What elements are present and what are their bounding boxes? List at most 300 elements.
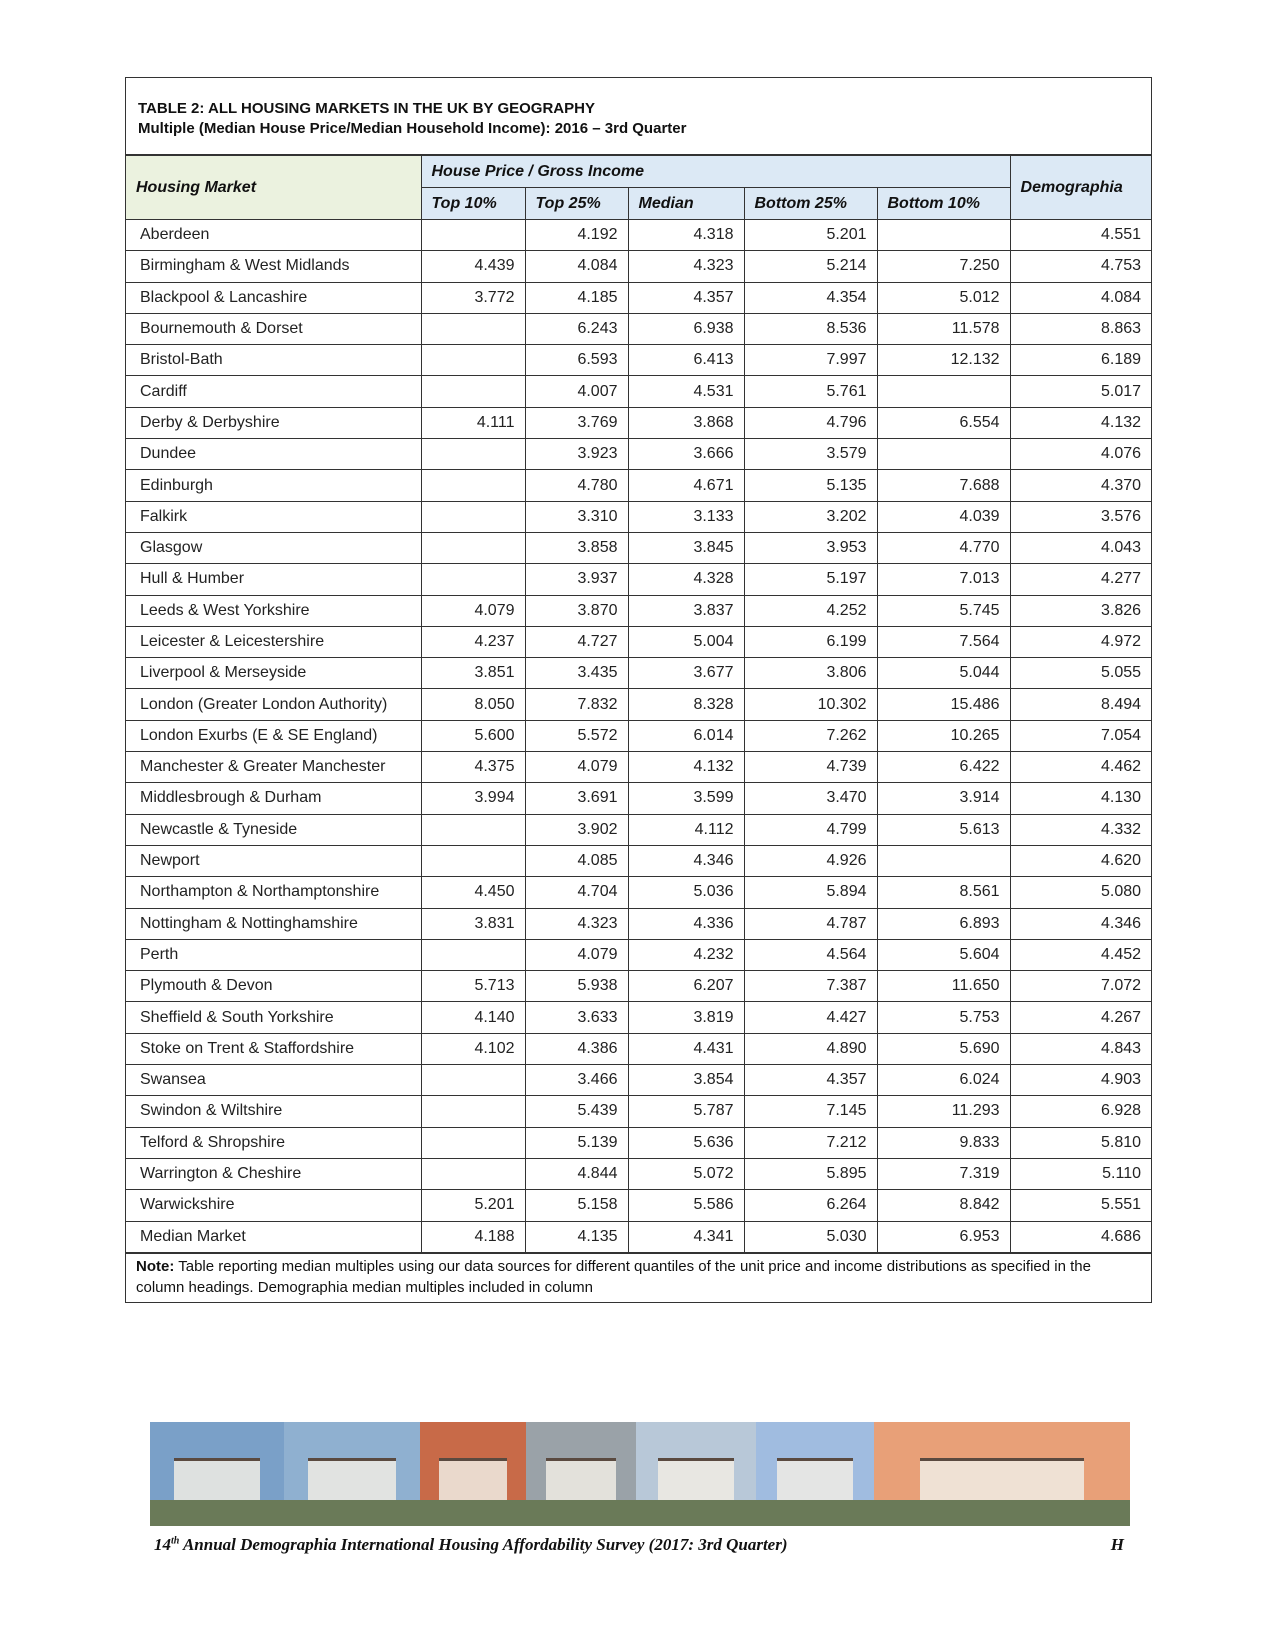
footer-title: Annual Demographia International Housing Affordability Survey (2017: 3rd Quarter) xyxy=(179,1535,788,1554)
value-cell-bottom25: 7.387 xyxy=(744,971,877,1002)
value-cell-top25: 3.858 xyxy=(525,532,628,563)
house-photo xyxy=(756,1422,874,1526)
value-cell-median: 3.677 xyxy=(628,658,744,689)
market-name-cell: Birmingham & West Midlands xyxy=(126,251,421,282)
value-cell-bottom25: 3.202 xyxy=(744,501,877,532)
value-cell-top10: 3.994 xyxy=(421,783,525,814)
value-cell-bottom10: 5.690 xyxy=(877,1033,1010,1064)
market-name-cell: Perth xyxy=(126,939,421,970)
value-cell-bottom25: 5.214 xyxy=(744,251,877,282)
table-row xyxy=(126,345,1151,376)
value-cell-demo: 4.620 xyxy=(1010,845,1151,876)
value-cell-bottom25: 3.953 xyxy=(744,532,877,563)
value-cell-top10 xyxy=(421,1096,525,1127)
value-cell-top10: 4.079 xyxy=(421,595,525,626)
value-cell-demo: 4.753 xyxy=(1010,251,1151,282)
market-name-cell: Northampton & Northamptonshire xyxy=(126,877,421,908)
value-cell-median: 4.531 xyxy=(628,376,744,407)
note-label: Note: xyxy=(136,1257,175,1275)
value-cell-median: 6.938 xyxy=(628,313,744,344)
value-cell-median: 4.357 xyxy=(628,282,744,313)
value-cell-top10 xyxy=(421,814,525,845)
market-name-cell: Swansea xyxy=(126,1065,421,1096)
market-name-cell: Middlesbrough & Durham xyxy=(126,783,421,814)
market-name-cell: Nottingham & Nottinghamshire xyxy=(126,908,421,939)
value-cell-demo: 4.551 xyxy=(1010,220,1151,251)
table-body xyxy=(126,220,1151,1253)
value-cell-bottom25: 5.030 xyxy=(744,1221,877,1252)
value-cell-median: 3.845 xyxy=(628,532,744,563)
value-cell-median: 4.318 xyxy=(628,220,744,251)
value-cell-bottom25: 3.806 xyxy=(744,658,877,689)
table-row xyxy=(126,1096,1151,1127)
market-name-cell: Newcastle & Tyneside xyxy=(126,814,421,845)
table-row xyxy=(126,439,1151,470)
value-cell-demo: 5.080 xyxy=(1010,877,1151,908)
value-cell-top25: 4.085 xyxy=(525,845,628,876)
header-top10: Top 10% xyxy=(421,188,525,220)
value-cell-demo: 3.576 xyxy=(1010,501,1151,532)
value-cell-top10 xyxy=(421,532,525,563)
value-cell-demo: 7.072 xyxy=(1010,971,1151,1002)
value-cell-bottom10: 12.132 xyxy=(877,345,1010,376)
value-cell-median: 4.336 xyxy=(628,908,744,939)
value-cell-top25: 5.938 xyxy=(525,971,628,1002)
value-cell-bottom25: 7.145 xyxy=(744,1096,877,1127)
value-cell-demo: 8.863 xyxy=(1010,313,1151,344)
value-cell-median: 5.072 xyxy=(628,1158,744,1189)
value-cell-bottom10: 7.688 xyxy=(877,470,1010,501)
value-cell-demo: 4.132 xyxy=(1010,407,1151,438)
market-name-cell: Bournemouth & Dorset xyxy=(126,313,421,344)
value-cell-median: 5.586 xyxy=(628,1190,744,1221)
value-cell-top10 xyxy=(421,220,525,251)
table-row xyxy=(126,783,1151,814)
house-photo xyxy=(636,1422,756,1526)
house-photo-ground xyxy=(284,1500,420,1526)
table-row xyxy=(126,971,1151,1002)
value-cell-top10: 3.772 xyxy=(421,282,525,313)
page-number: H xyxy=(1110,1535,1124,1554)
value-cell-bottom10: 5.745 xyxy=(877,595,1010,626)
value-cell-top10 xyxy=(421,345,525,376)
value-cell-median: 4.671 xyxy=(628,470,744,501)
value-cell-bottom25: 4.787 xyxy=(744,908,877,939)
value-cell-median: 3.599 xyxy=(628,783,744,814)
value-cell-median: 4.232 xyxy=(628,939,744,970)
value-cell-bottom25: 5.201 xyxy=(744,220,877,251)
value-cell-demo: 4.903 xyxy=(1010,1065,1151,1096)
value-cell-bottom10: 4.770 xyxy=(877,532,1010,563)
market-name-cell: Warrington & Cheshire xyxy=(126,1158,421,1189)
value-cell-top25: 4.079 xyxy=(525,752,628,783)
value-cell-bottom10: 5.604 xyxy=(877,939,1010,970)
header-bottom10: Bottom 10% xyxy=(877,188,1010,220)
value-cell-demo: 4.130 xyxy=(1010,783,1151,814)
market-name-cell: Dundee xyxy=(126,439,421,470)
table-row xyxy=(126,1221,1151,1252)
table-row xyxy=(126,1158,1151,1189)
house-photo-ground xyxy=(756,1500,874,1526)
table-row xyxy=(126,1190,1151,1221)
value-cell-top10 xyxy=(421,939,525,970)
market-name-cell: Glasgow xyxy=(126,532,421,563)
value-cell-demo: 4.076 xyxy=(1010,439,1151,470)
table-row xyxy=(126,376,1151,407)
value-cell-top25: 4.844 xyxy=(525,1158,628,1189)
house-photo xyxy=(526,1422,636,1526)
value-cell-demo: 5.055 xyxy=(1010,658,1151,689)
value-cell-bottom10: 5.012 xyxy=(877,282,1010,313)
value-cell-bottom25: 5.894 xyxy=(744,877,877,908)
value-cell-median: 3.133 xyxy=(628,501,744,532)
value-cell-bottom25: 4.564 xyxy=(744,939,877,970)
table-row xyxy=(126,877,1151,908)
value-cell-demo: 4.370 xyxy=(1010,470,1151,501)
value-cell-demo: 5.551 xyxy=(1010,1190,1151,1221)
value-cell-top10: 4.237 xyxy=(421,626,525,657)
page-footer xyxy=(154,1535,1124,1555)
value-cell-bottom10: 5.613 xyxy=(877,814,1010,845)
value-cell-top10 xyxy=(421,1158,525,1189)
market-name-cell: Newport xyxy=(126,845,421,876)
value-cell-bottom25: 4.926 xyxy=(744,845,877,876)
value-cell-bottom25: 4.796 xyxy=(744,407,877,438)
value-cell-median: 3.837 xyxy=(628,595,744,626)
value-cell-median: 5.004 xyxy=(628,626,744,657)
value-cell-top10: 5.600 xyxy=(421,720,525,751)
market-name-cell: Derby & Derbyshire xyxy=(126,407,421,438)
value-cell-bottom25: 7.997 xyxy=(744,345,877,376)
value-cell-bottom25: 5.761 xyxy=(744,376,877,407)
value-cell-top25: 5.439 xyxy=(525,1096,628,1127)
house-photo-ground xyxy=(150,1500,284,1526)
value-cell-top10: 3.851 xyxy=(421,658,525,689)
value-cell-top25: 3.633 xyxy=(525,1002,628,1033)
house-shape xyxy=(439,1458,507,1505)
value-cell-top10: 8.050 xyxy=(421,689,525,720)
value-cell-top10 xyxy=(421,376,525,407)
value-cell-bottom25: 4.357 xyxy=(744,1065,877,1096)
value-cell-median: 6.413 xyxy=(628,345,744,376)
value-cell-top25: 4.780 xyxy=(525,470,628,501)
value-cell-top10 xyxy=(421,501,525,532)
market-name-cell: London Exurbs (E & SE England) xyxy=(126,720,421,751)
table-row xyxy=(126,1127,1151,1158)
value-cell-top25: 4.079 xyxy=(525,939,628,970)
value-cell-demo: 4.267 xyxy=(1010,1002,1151,1033)
value-cell-top25: 4.007 xyxy=(525,376,628,407)
value-cell-top25: 3.923 xyxy=(525,439,628,470)
value-cell-bottom25: 7.262 xyxy=(744,720,877,751)
value-cell-bottom25: 8.536 xyxy=(744,313,877,344)
footer-edition-suffix: th xyxy=(171,1535,180,1547)
value-cell-bottom10: 5.753 xyxy=(877,1002,1010,1033)
value-cell-bottom25: 10.302 xyxy=(744,689,877,720)
table-row xyxy=(126,251,1151,282)
market-name-cell: Edinburgh xyxy=(126,470,421,501)
table-row xyxy=(126,564,1151,595)
house-photo-ground xyxy=(420,1500,526,1526)
market-name-cell: Swindon & Wiltshire xyxy=(126,1096,421,1127)
table-row xyxy=(126,939,1151,970)
value-cell-top25: 3.937 xyxy=(525,564,628,595)
value-cell-bottom10: 7.319 xyxy=(877,1158,1010,1189)
footer-edition: 14 xyxy=(154,1535,171,1554)
value-cell-top10 xyxy=(421,1065,525,1096)
value-cell-top25: 4.185 xyxy=(525,282,628,313)
table-row xyxy=(126,658,1151,689)
value-cell-demo: 5.810 xyxy=(1010,1127,1151,1158)
house-photo xyxy=(874,1422,1130,1526)
value-cell-demo: 4.332 xyxy=(1010,814,1151,845)
value-cell-top25: 3.769 xyxy=(525,407,628,438)
value-cell-demo: 6.928 xyxy=(1010,1096,1151,1127)
table-subtitle: Multiple (Median House Price/Median Household Income): 2016 – 3rd Quarter xyxy=(138,120,687,137)
value-cell-top25: 4.084 xyxy=(525,251,628,282)
table-title: TABLE 2: ALL HOUSING MARKETS IN THE UK BY GEOGRAPHY xyxy=(138,100,595,117)
market-name-cell: Leicester & Leicestershire xyxy=(126,626,421,657)
value-cell-top10 xyxy=(421,470,525,501)
value-cell-bottom10 xyxy=(877,376,1010,407)
value-cell-demo: 6.189 xyxy=(1010,345,1151,376)
market-name-cell: Cardiff xyxy=(126,376,421,407)
market-name-cell: London (Greater London Authority) xyxy=(126,689,421,720)
value-cell-top25: 6.243 xyxy=(525,313,628,344)
value-cell-median: 4.132 xyxy=(628,752,744,783)
value-cell-bottom10 xyxy=(877,439,1010,470)
value-cell-top10: 5.201 xyxy=(421,1190,525,1221)
value-cell-median: 5.787 xyxy=(628,1096,744,1127)
value-cell-bottom10 xyxy=(877,845,1010,876)
house-photo-ground xyxy=(874,1500,1130,1526)
table-title-box xyxy=(126,78,1151,155)
value-cell-bottom10: 5.044 xyxy=(877,658,1010,689)
value-cell-top25: 3.435 xyxy=(525,658,628,689)
value-cell-top25: 5.158 xyxy=(525,1190,628,1221)
house-shape xyxy=(174,1458,260,1505)
value-cell-top25: 5.139 xyxy=(525,1127,628,1158)
house-photo-ground xyxy=(526,1500,636,1526)
table-row xyxy=(126,1065,1151,1096)
house-shape xyxy=(920,1458,1084,1505)
value-cell-demo: 7.054 xyxy=(1010,720,1151,751)
value-cell-median: 4.431 xyxy=(628,1033,744,1064)
value-cell-bottom10: 6.953 xyxy=(877,1221,1010,1252)
header-group: House Price / Gross Income xyxy=(421,156,1010,188)
table-row xyxy=(126,1002,1151,1033)
value-cell-bottom10: 7.564 xyxy=(877,626,1010,657)
table-note xyxy=(126,1253,1151,1302)
table-row xyxy=(126,282,1151,313)
value-cell-median: 3.854 xyxy=(628,1065,744,1096)
value-cell-bottom25: 4.354 xyxy=(744,282,877,313)
value-cell-bottom10: 8.842 xyxy=(877,1190,1010,1221)
table-row xyxy=(126,470,1151,501)
table-row xyxy=(126,407,1151,438)
market-name-cell: Stoke on Trent & Staffordshire xyxy=(126,1033,421,1064)
value-cell-median: 3.868 xyxy=(628,407,744,438)
value-cell-bottom25: 5.135 xyxy=(744,470,877,501)
value-cell-top10: 4.111 xyxy=(421,407,525,438)
value-cell-top25: 3.310 xyxy=(525,501,628,532)
value-cell-bottom10: 11.293 xyxy=(877,1096,1010,1127)
value-cell-bottom10 xyxy=(877,220,1010,251)
table-row xyxy=(126,1033,1151,1064)
market-name-cell: Telford & Shropshire xyxy=(126,1127,421,1158)
value-cell-demo: 4.346 xyxy=(1010,908,1151,939)
table-row xyxy=(126,501,1151,532)
value-cell-median: 5.636 xyxy=(628,1127,744,1158)
value-cell-median: 6.014 xyxy=(628,720,744,751)
table-row xyxy=(126,313,1151,344)
value-cell-bottom10: 6.893 xyxy=(877,908,1010,939)
value-cell-bottom25: 3.470 xyxy=(744,783,877,814)
house-shape xyxy=(546,1458,616,1505)
market-name-cell: Liverpool & Merseyside xyxy=(126,658,421,689)
market-name-cell: Leeds & West Yorkshire xyxy=(126,595,421,626)
market-name-cell: Blackpool & Lancashire xyxy=(126,282,421,313)
value-cell-median: 4.341 xyxy=(628,1221,744,1252)
value-cell-demo: 8.494 xyxy=(1010,689,1151,720)
market-name-cell: Aberdeen xyxy=(126,220,421,251)
value-cell-demo: 4.686 xyxy=(1010,1221,1151,1252)
value-cell-top25: 4.323 xyxy=(525,908,628,939)
value-cell-bottom25: 6.199 xyxy=(744,626,877,657)
table-row xyxy=(126,532,1151,563)
table-row xyxy=(126,720,1151,751)
value-cell-bottom10: 6.554 xyxy=(877,407,1010,438)
table-row xyxy=(126,626,1151,657)
note-text: Table reporting median multiples using our data sources for different quantiles of the unit price and income distributions as specified in the column headings. Demographia median multiples included in column xyxy=(136,1257,1091,1296)
value-cell-demo: 4.452 xyxy=(1010,939,1151,970)
house-photo xyxy=(284,1422,420,1526)
value-cell-bottom25: 7.212 xyxy=(744,1127,877,1158)
value-cell-bottom10: 3.914 xyxy=(877,783,1010,814)
value-cell-demo: 3.826 xyxy=(1010,595,1151,626)
value-cell-median: 4.346 xyxy=(628,845,744,876)
house-shape xyxy=(658,1458,735,1505)
table-row xyxy=(126,220,1151,251)
value-cell-bottom10: 7.013 xyxy=(877,564,1010,595)
market-name-cell: Hull & Humber xyxy=(126,564,421,595)
value-cell-bottom10: 15.486 xyxy=(877,689,1010,720)
value-cell-median: 4.112 xyxy=(628,814,744,845)
value-cell-median: 8.328 xyxy=(628,689,744,720)
value-cell-bottom10: 11.650 xyxy=(877,971,1010,1002)
value-cell-top25: 5.572 xyxy=(525,720,628,751)
value-cell-bottom10: 10.265 xyxy=(877,720,1010,751)
value-cell-top25: 4.192 xyxy=(525,220,628,251)
value-cell-demo: 4.972 xyxy=(1010,626,1151,657)
value-cell-bottom10: 6.024 xyxy=(877,1065,1010,1096)
table-container xyxy=(125,77,1152,1303)
value-cell-median: 4.323 xyxy=(628,251,744,282)
value-cell-top25: 4.727 xyxy=(525,626,628,657)
market-name-cell: Warwickshire xyxy=(126,1190,421,1221)
value-cell-top25: 3.691 xyxy=(525,783,628,814)
value-cell-top10 xyxy=(421,564,525,595)
value-cell-bottom10: 11.578 xyxy=(877,313,1010,344)
value-cell-top10: 4.102 xyxy=(421,1033,525,1064)
value-cell-median: 3.666 xyxy=(628,439,744,470)
value-cell-bottom25: 4.252 xyxy=(744,595,877,626)
house-photo xyxy=(150,1422,284,1526)
value-cell-top25: 3.870 xyxy=(525,595,628,626)
value-cell-bottom25: 4.890 xyxy=(744,1033,877,1064)
market-name-cell: Manchester & Greater Manchester xyxy=(126,752,421,783)
value-cell-demo: 5.017 xyxy=(1010,376,1151,407)
table-row xyxy=(126,752,1151,783)
value-cell-demo: 4.277 xyxy=(1010,564,1151,595)
value-cell-median: 6.207 xyxy=(628,971,744,1002)
header-top25: Top 25% xyxy=(525,188,628,220)
value-cell-bottom25: 4.799 xyxy=(744,814,877,845)
value-cell-median: 5.036 xyxy=(628,877,744,908)
value-cell-median: 3.819 xyxy=(628,1002,744,1033)
value-cell-bottom10: 4.039 xyxy=(877,501,1010,532)
value-cell-median: 4.328 xyxy=(628,564,744,595)
value-cell-top10: 4.439 xyxy=(421,251,525,282)
value-cell-top10: 4.375 xyxy=(421,752,525,783)
value-cell-top10: 4.188 xyxy=(421,1221,525,1252)
market-name-cell: Plymouth & Devon xyxy=(126,971,421,1002)
value-cell-bottom10: 7.250 xyxy=(877,251,1010,282)
house-images-strip xyxy=(150,1422,1130,1526)
value-cell-top25: 3.902 xyxy=(525,814,628,845)
header-demographia: Demographia xyxy=(1010,156,1151,220)
value-cell-demo: 4.462 xyxy=(1010,752,1151,783)
market-name-cell: Falkirk xyxy=(126,501,421,532)
value-cell-bottom10: 8.561 xyxy=(877,877,1010,908)
value-cell-bottom25: 5.895 xyxy=(744,1158,877,1189)
house-shape xyxy=(308,1458,395,1505)
value-cell-bottom25: 4.427 xyxy=(744,1002,877,1033)
table-row xyxy=(126,814,1151,845)
header-housing-market: Housing Market xyxy=(126,156,421,220)
value-cell-top25: 4.135 xyxy=(525,1221,628,1252)
table-row xyxy=(126,595,1151,626)
header-median: Median xyxy=(628,188,744,220)
table-row xyxy=(126,845,1151,876)
value-cell-demo: 4.084 xyxy=(1010,282,1151,313)
value-cell-top10 xyxy=(421,1127,525,1158)
house-photo-ground xyxy=(636,1500,756,1526)
value-cell-demo: 5.110 xyxy=(1010,1158,1151,1189)
value-cell-top10 xyxy=(421,313,525,344)
value-cell-top25: 4.386 xyxy=(525,1033,628,1064)
market-name-cell: Median Market xyxy=(126,1221,421,1252)
value-cell-bottom25: 4.739 xyxy=(744,752,877,783)
value-cell-bottom25: 3.579 xyxy=(744,439,877,470)
house-photo xyxy=(420,1422,526,1526)
value-cell-top25: 3.466 xyxy=(525,1065,628,1096)
value-cell-top10 xyxy=(421,439,525,470)
value-cell-top10: 4.140 xyxy=(421,1002,525,1033)
value-cell-bottom25: 6.264 xyxy=(744,1190,877,1221)
table-row xyxy=(126,689,1151,720)
housing-table xyxy=(126,155,1151,1253)
value-cell-demo: 4.843 xyxy=(1010,1033,1151,1064)
value-cell-top10: 5.713 xyxy=(421,971,525,1002)
value-cell-top25: 6.593 xyxy=(525,345,628,376)
table-row xyxy=(126,908,1151,939)
market-name-cell: Sheffield & South Yorkshire xyxy=(126,1002,421,1033)
header-bottom25: Bottom 25% xyxy=(744,188,877,220)
value-cell-bottom10: 6.422 xyxy=(877,752,1010,783)
value-cell-bottom10: 9.833 xyxy=(877,1127,1010,1158)
value-cell-demo: 4.043 xyxy=(1010,532,1151,563)
